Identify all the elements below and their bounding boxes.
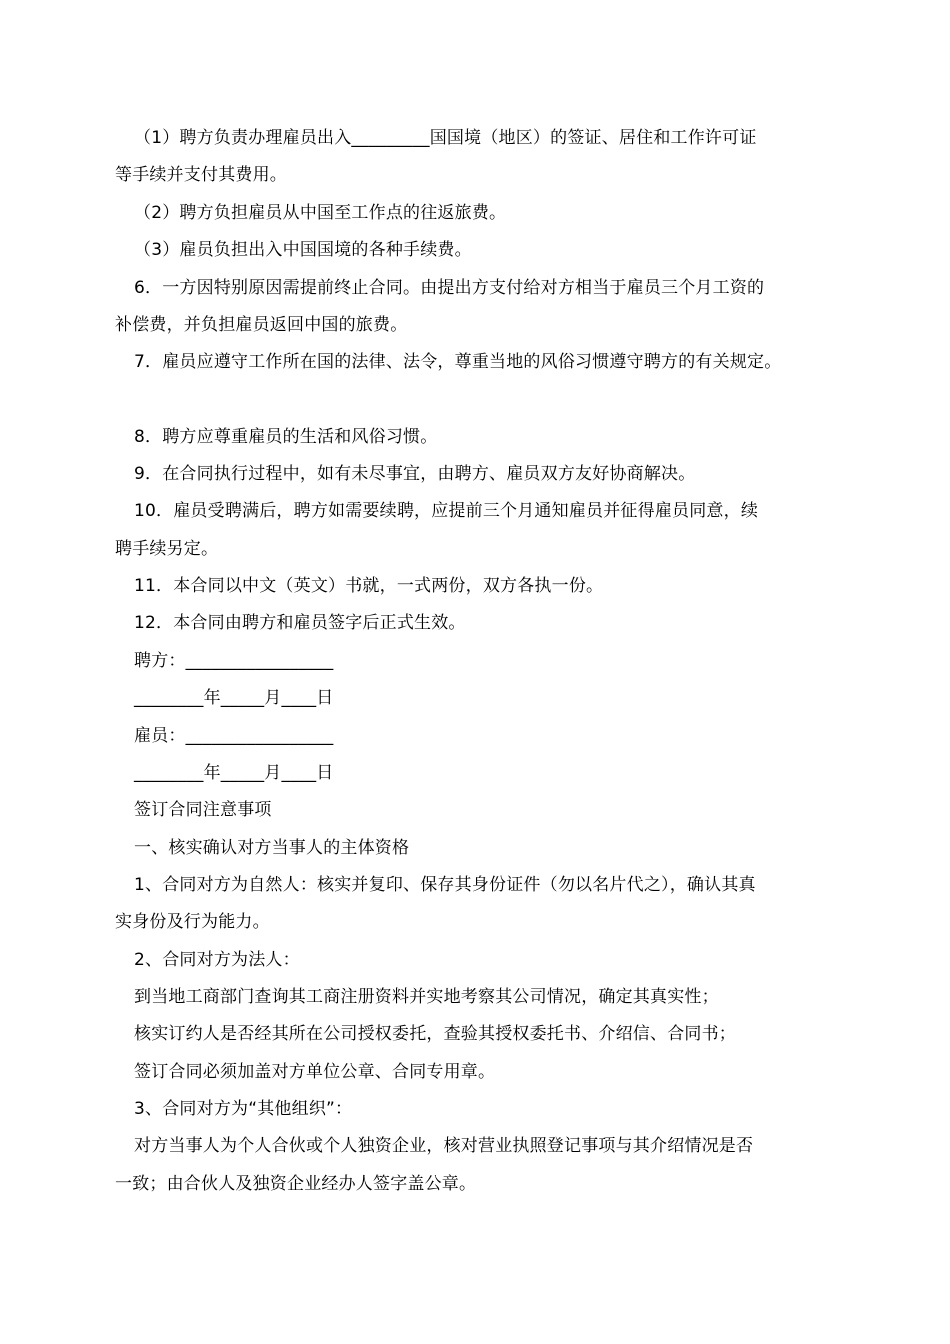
note-1-line-2: 实身份及行为能力。	[115, 912, 270, 932]
employee-date-line: ________年_____月____日	[134, 763, 334, 783]
note-2-item-1: 到当地工商部门查询其工商注册资料并实地考察其公司情况，确定其真实性；	[134, 987, 719, 1007]
note-2-item-2: 核实订约人是否经其所在公司授权委托，查验其授权委托书、介绍信、合同书；	[134, 1024, 736, 1044]
clause-8: 8．聘方应尊重雇员的生活和风俗习惯。	[134, 427, 438, 447]
clause-5-2: （2）聘方负担雇员从中国至工作点的往返旅费。	[134, 203, 507, 223]
clause-11: 11．本合同以中文（英文）书就，一式两份，双方各执一份。	[134, 576, 604, 596]
note-3-line-2: 一致；由合伙人及独资企业经办人签字盖公章。	[115, 1174, 477, 1194]
employee-signature-line: 雇员：_________________	[134, 726, 334, 746]
note-1-line-1: 1、合同对方为自然人：核实并复印、保存其身份证件（勿以名片代之），确认其真	[134, 875, 756, 895]
clause-9: 9．在合同执行过程中，如有未尽事宜，由聘方、雇员双方友好协商解决。	[134, 464, 696, 484]
note-2-heading: 2、合同对方为法人：	[134, 950, 300, 970]
clause-6-line-1: 6．一方因特别原因需提前终止合同。由提出方支付给对方相当于雇员三个月工资的	[134, 278, 765, 298]
clause-6-line-2: 补偿费，并负担雇员返回中国的旅费。	[115, 315, 408, 335]
clause-7: 7．雇员应遵守工作所在国的法律、法令，尊重当地的风俗习惯遵守聘方的有关规定。	[134, 352, 782, 372]
employer-date-line: ________年_____月____日	[134, 688, 334, 708]
section-1-heading: 一、核实确认对方当事人的主体资格	[134, 838, 410, 858]
clause-10-line-2: 聘手续另定。	[115, 539, 219, 559]
clause-12: 12．本合同由聘方和雇员签字后正式生效。	[134, 613, 466, 633]
clause-5-3: （3）雇员负担出入中国国境的各种手续费。	[134, 240, 472, 260]
note-3-heading: 3、合同对方为“其他组织”：	[134, 1099, 353, 1119]
notes-heading: 签订合同注意事项	[134, 800, 272, 820]
note-2-item-3: 签订合同必须加盖对方单位公章、合同专用章。	[134, 1062, 496, 1082]
note-3-line-1: 对方当事人为个人合伙或个人独资企业，核对营业执照登记事项与其介绍情况是否	[134, 1136, 754, 1156]
clause-10-line-1: 10．雇员受聘满后，聘方如需要续聘，应提前三个月通知雇员并征得雇员同意，续	[134, 501, 759, 521]
employer-signature-line: 聘方：_________________	[134, 651, 334, 671]
clause-5-1-line-1: （1）聘方负责办理雇员出入_________国国境（地区）的签证、居住和工作许可证	[134, 128, 757, 148]
clause-5-1-line-2: 等手续并支付其费用。	[115, 165, 287, 185]
